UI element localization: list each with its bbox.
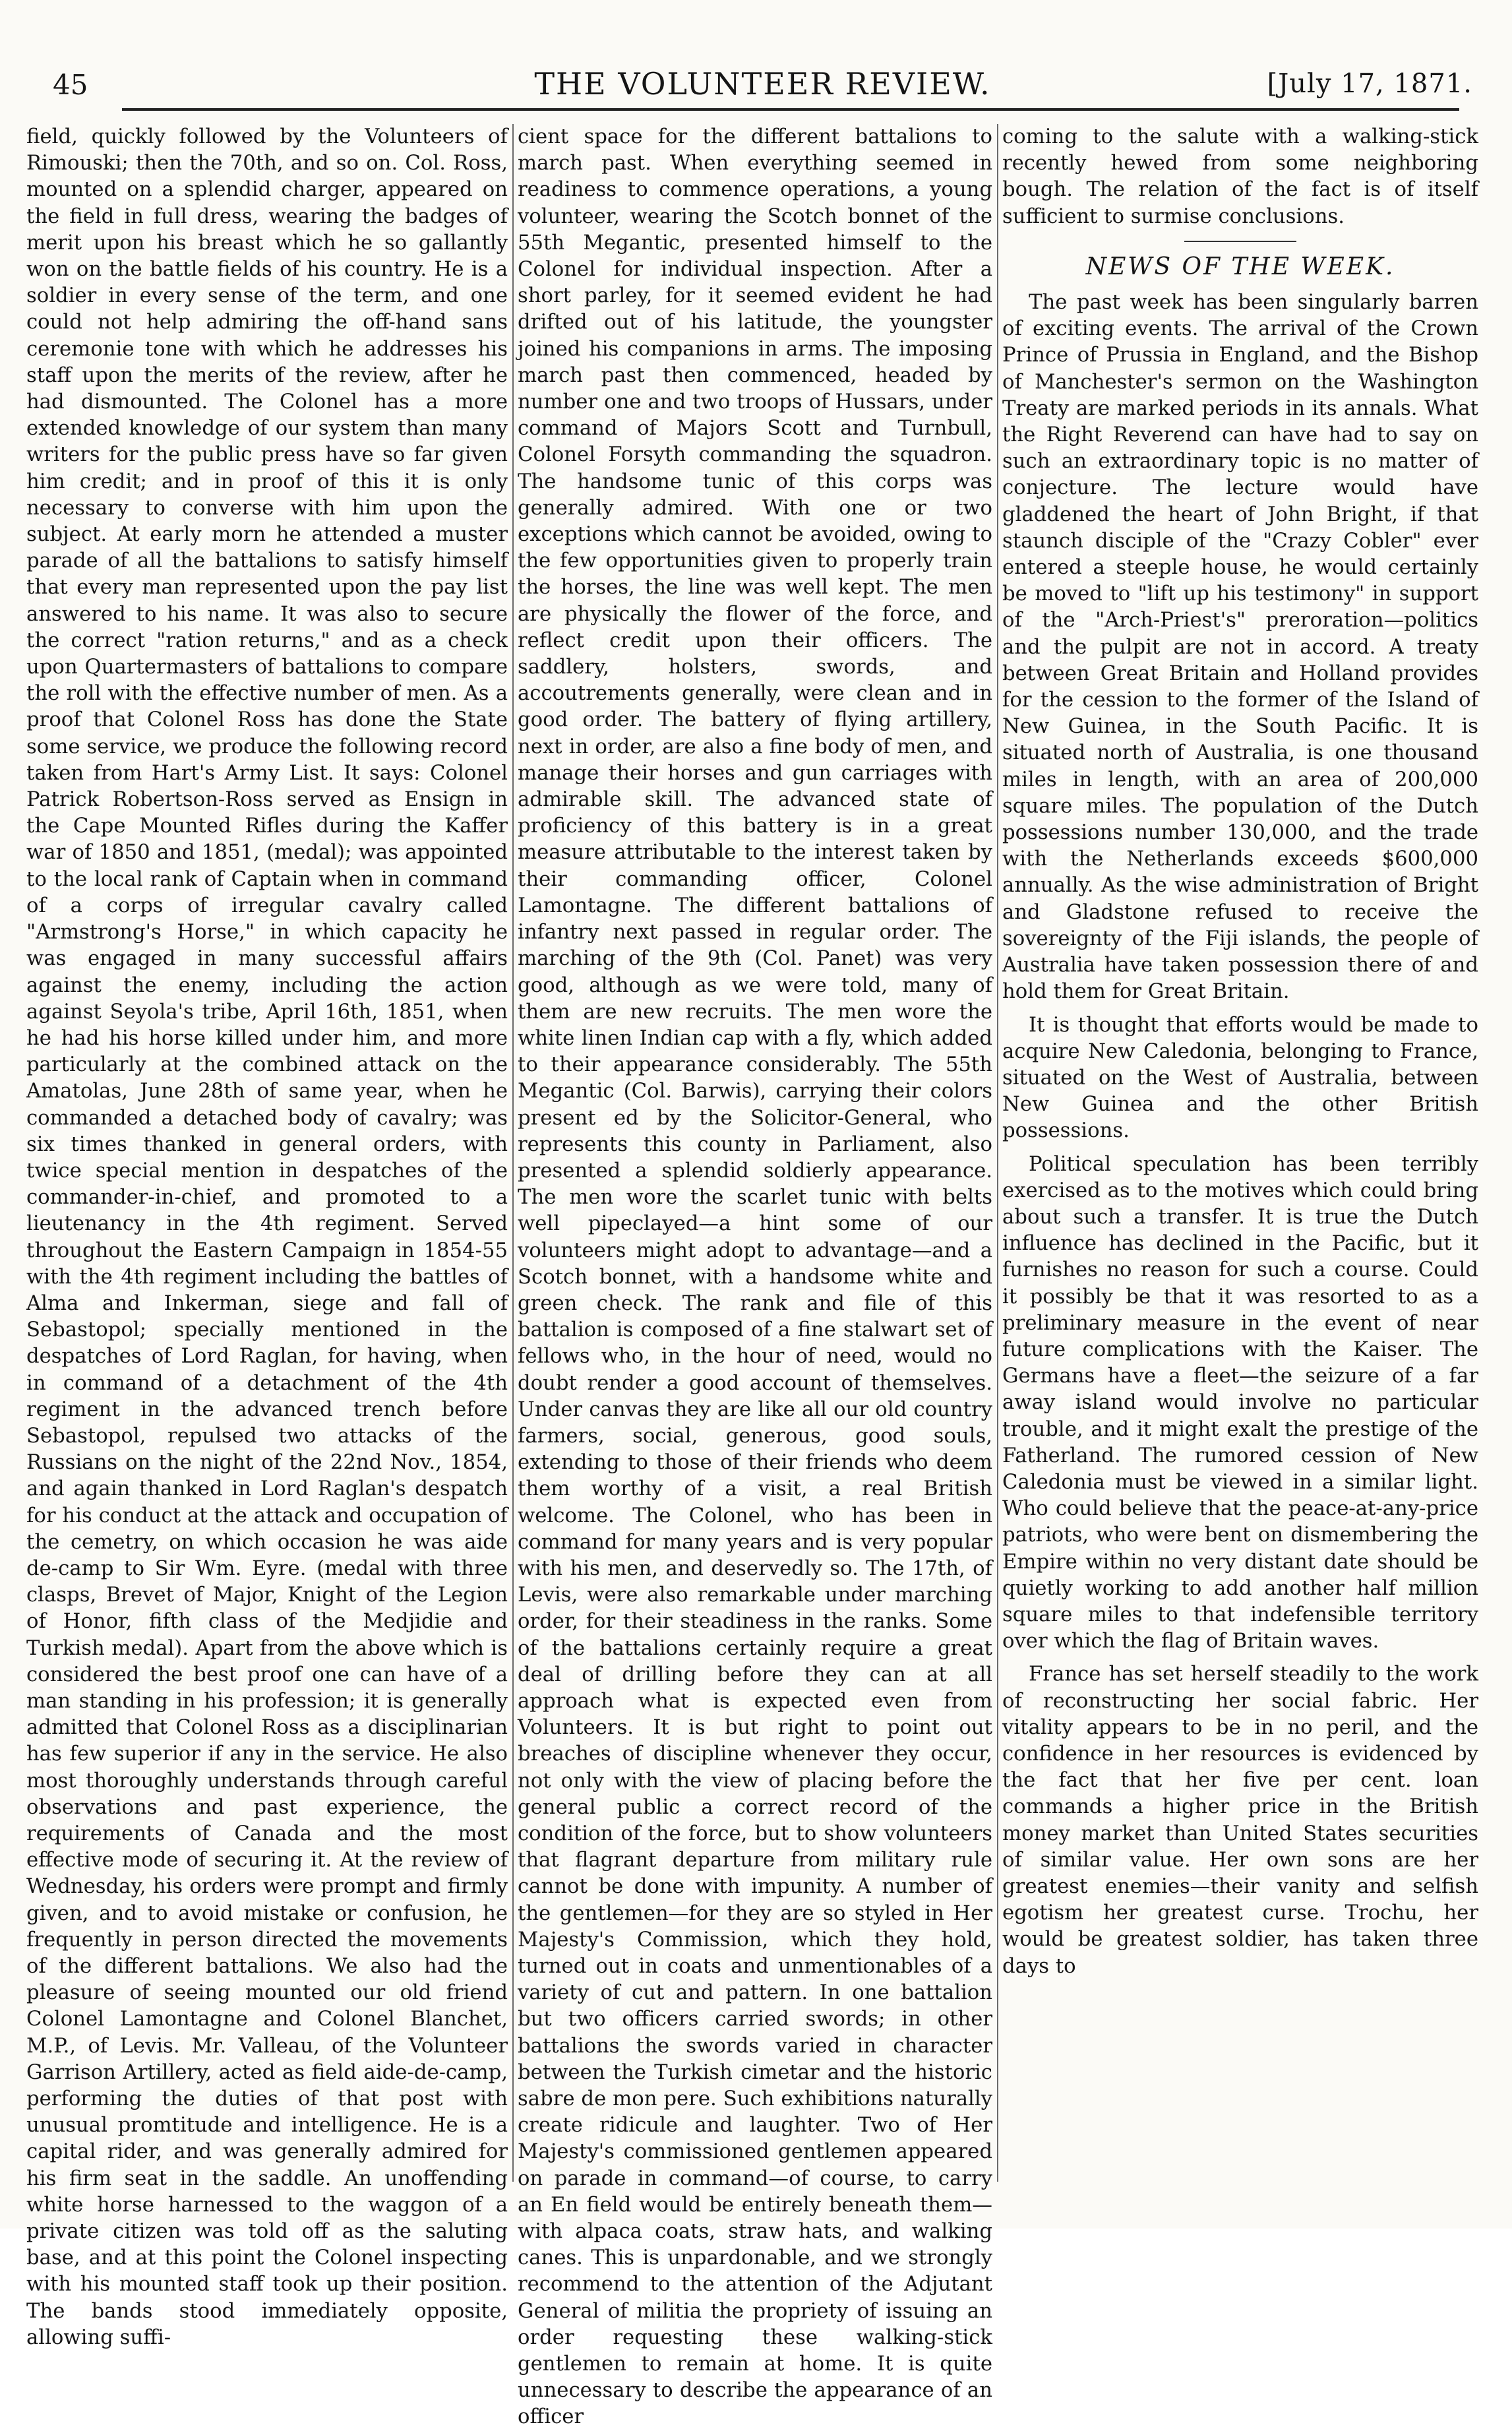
column-2-paragraph: cient space for the different battalions to march past. When everything seemed in readiness to commence operations, a young volunteer, wearing the Scotch bonnet of the 55th Megantic, presented himself to the Colonel for individual inspection. After a short parley, for it seemed evident he had drifted out of his latitude, the youngster joined his companions in arms. The imposing march past then commenced, headed by number one and two troops of Hussars, under command of Majors Scott and Turnbull, Colonel Forsyth commanding the squadron. The handsome tunic of this corps was generally admired. With one or two exceptions which cannot be avoided, owing to the few opportunities given to properly train the horses, the line was well kept. The men are physically the flower of the force, and reflect credit upon their officers. The saddlery, holsters, swords, and accoutrements generally, were clean and in good order. The battery of flying artillery, next in order, are also a fine body of men, and manage their horses and gun carriages with admirable skill. The advanced state of proficiency of this battery is in a great measure attributable to the interest taken by their commanding officer, Colonel Lamontagne. The different battalions of infantry next passed in regular order. The marching of the 9th (Col. Panet) was very good, although as we were told, many of them are new recruits. The men wore the white linen Indian cap with a fly, which added to their appearance considerably. The 55th Megantic (Col. Barwis), carrying their colors present ed by the Solicitor-General, who represents this county in Parliament, also presented a splendid soldierly appearance. The men wore the scarlet tunic with belts well pipeclayed—a hint some of our volunteers might adopt to advantage—and a Scotch bonnet, with a handsome white and green check. The rank and file of this battalion is composed of a fine stalwart set of fellows who, in the hour of need, would no doubt render a good account of themselves. Under canvas they are like all our old country farmers, social, generous, good souls, extending to those of their friends who deem them worthy of a visit, a real British welcome. The Colonel, who has been in command for many years and is very popular with his men, and deservedly so. The 17th, of Levis, were also remarkable under marching order, for their steadiness in the ranks. Some of the battalions certainly require a great deal of drilling before they can at all approach what is expected even from Volunteers. It is but right to point out breaches of discipline whenever they occur, not only with the view of placing before the general public a correct record of the condition of the force, but to show volunteers that flagrant departure from military rule cannot be done with impunity. A number of the gentlemen—for they are so styled in Her Majesty's Commission, which they hold, turned out in coats and unmentionables of a variety of cut and pattern. In one battalion but two officers carried swords; in other battalions the swords varied in character between the Turkish cimetar and the historic sabre de mon pere. Such exhibitions naturally create ridicule and laughter. Two of Her Majesty's commissioned gentlemen appeared on parade in command—of course, to carry an En field would be entirely beneath them—with alpaca coats, straw hats, and walking canes. This is unpardonable, and we strongly recommend to the attention of the Adjutant General of militia the propriety of issuing an order requesting these walking-stick gentlemen to remain at home. It is quite unnecessary to describe the appearance of an officer [518,125,992,2429]
page-header [53,63,1472,109]
column-3-paragraph: France has set herself steadily to the work of reconstructing her social fabric. Her vitality appears to be in no peril, and the confidence in her resources is evidenced by the fact that her five per cent. loan commands a higher price in the British money market than United States securities of similar value. Her own sons are her greatest enemies—their vanity and selfish egotism her greatest curse. Trochu, her would be greatest soldier, has taken three days to [1002,1663,1478,1978]
page-number: 45 [53,69,88,101]
publication-title: THE VOLUNTEER REVIEW. [534,66,991,102]
column-1-paragraph: field, quickly followed by the Volunteers of Rimouski; then the 70th, and so on. Col. Ross, mounted on a splendid charger, appeared on the field in full dress, wearing the badges of merit upon his breast which he so gallantly won on the battle fields of his country. He is a soldier in every sense of the term, and one could not help admiring the off-hand sans ceremonie tone with which he addresses his staff upon the merits of the review, after he had dismounted. The Colonel has a more extended knowledge of our system than many writers for the public press have so far given him credit; and in proof of this it is only necessary to converse with him upon the subject. At early morn he attended a muster parade of all the battalions to satisfy himself that every man represented upon the pay list answered to his name. It was also to secure the correct "ration returns," and as a check upon Quartermasters of battalions to compare the roll with the effective number of men. As a proof that Colonel Ross has done the State some service, we produce the following record taken from Hart's Army List. It says: Colonel Patrick Robertson-Ross served as Ensign in the Cape Mounted Rifles during the Kaffer war of 1850 and 1851, (medal); was appointed to the local rank of Captain when in command of a corps of irregular cavalry called "Armstrong's Horse," in which capacity he was engaged in many successful affairs against the enemy, including the action against Seyola's tribe, April 16th, 1851, when he had his horse killed under him, and more particularly at the combined attack on the Amatolas, June 28th of same year, when he commanded a detached body of cavalry; was six times thanked in general orders, with twice special mention in despatches of the commander-in-chief, and promoted to a lieutenancy in the 4th regiment. Served throughout the Eastern Campaign in 1854-55 with the 4th regiment including the battles of Alma and Inkerman, siege and fall of Sebastopol; specially mentioned in the despatches of Lord Raglan, for having, when in command of a detachment of the 4th regiment in the advanced trench before Sebastopol, repulsed two attacks of the Russians on the night of the 22nd Nov., 1854, and again thanked in Lord Raglan's despatch for his conduct at the attack and occupation of the cemetry, on which occasion he was aide de-camp to Sir Wm. Eyre. (medal with three clasps, Brevet of Major, Knight of the Legion of Honor, fifth class of the Medjidie and Turkish medal). Apart from the above which is considered the best proof one can have of a man standing in his profession; it is generally admitted that Colonel Ross as a disciplinarian has few superior if any in the service. He also most thoroughly understands through careful observations and past experience, the requirements of Canada and the most effective mode of securing it. At the review of Wednesday, his orders were prompt and firmly given, and to avoid mistake or confusion, he frequently in person directed the movements of the different battalions. We also had the pleasure of seeing mounted our old friend Colonel Lamontagne and Colonel Blanchet, M.P., of Levis. Mr. Valleau, of the Volunteer Garrison Artillery, acted as field aide-de-camp, performing the duties of that post with unusual promtitude and intelligence. He is a capital rider, and was generally admired for his firm seat in the saddle. An unoffending white horse harnessed to the waggon of a private citizen was told off as the saluting base, and at this point the Colonel inspecting with his mounted staff took up their position. The bands stood immediately opposite, allowing suffi- [26,125,508,2349]
issue-date: [July 17, 1871. [1267,69,1472,99]
header-rule [122,108,1459,111]
section-divider [1184,241,1296,242]
column-1 [26,124,508,2349]
column-3-paragraph: It is thought that efforts would be made to acquire New Caledonia, belonging to France, situated on the West of Australia, between New Guinea and the other British possessions. [1002,1013,1478,1143]
column-3 [1002,124,1478,2182]
column-3-paragraph: Political speculation has been terribly exercised as to the motives which could bring about such a transfer. It is true the Dutch influence has declined in the Pacific, but it furnishes no reason for such a course. Could it possibly be that it was resorted to as a preliminary measure in the event of near future complications with the Kaiser. The Germans have a fleet—the seizure of a far away island would involve no particular trouble, and it might exalt the prestige of the Fatherland. The rumored cession of New Caledonia must be viewed in a similar light. Who could believe that the peace-at-any-price patriots, who were bent on dismembering the Empire within no very distant date should be quietly working to add another half million square miles to that indefensible territory over which the flag of Britain waves. [1002,1152,1478,1653]
column-3-paragraph: The past week has been singularly barren of exciting events. The arrival of the Crown Prince of Prussia in England, and the Bishop of Manchester's sermon on the Washington Treaty are marked periods in its annals. What the Right Reverend can have had to say on such an extraordinary topic is no matter of conjecture. The lecture would have gladdened the heart of John Bright, if that staunch disciple of the "Crazy Cobler" ever entered a steeple house, he would certainly be moved to "lift up his testimony" in support of the "Arch-Priest's" preroration—politics and the pulpit are not in accord. A treaty between Great Britain and Holland provides for the cession to the former of the Island of New Guinea, in the South Pacific. It is situated north of Australia, is one thousand miles in length, with an area of 200,000 square miles. The population of the Dutch possessions number 130,000, and the trade with the Netherlands exceeds $600,000 annually. As the wise administration of Bright and Gladstone refused to receive the sovereignty of the Fiji islands, the people of Australia have taken possession there of and hold them for Great Britain. [1002,291,1478,1004]
column-2 [518,124,992,2429]
column-3-lead-paragraph: coming to the salute with a walking-stick recently hewed from some neighboring bough. The relation of the fact is of itself sufficient to surmise conclusions. [1002,125,1478,228]
column-divider [512,124,514,2182]
column-divider [997,124,998,2182]
section-heading: NEWS OF THE WEEK. [1085,253,1395,280]
